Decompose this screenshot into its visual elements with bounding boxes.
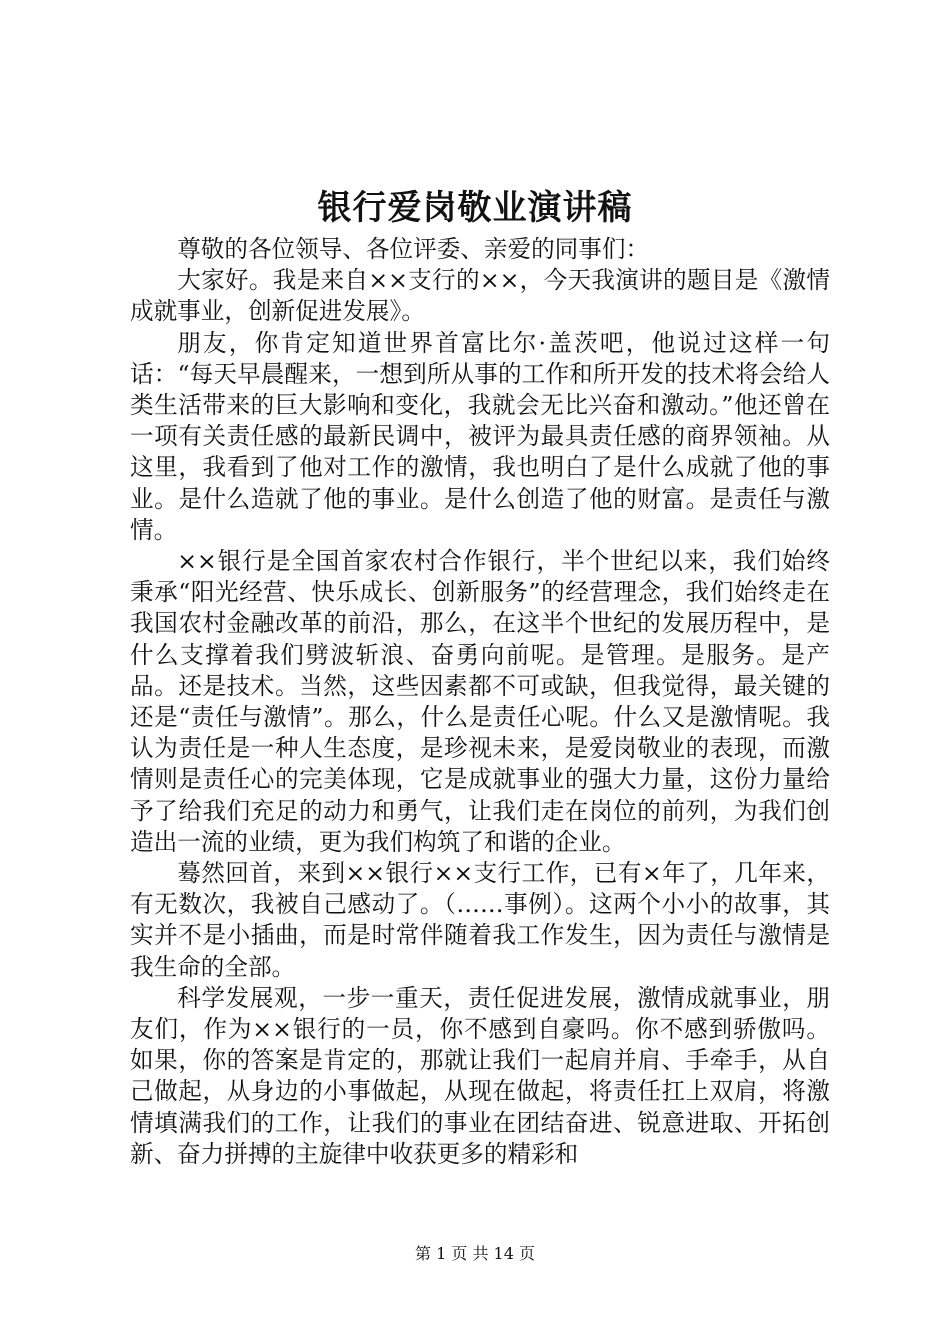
body-paragraph: 朋友，你肯定知道世界首富比尔·盖茨吧，他说过这样一句话：“每天早晨醒来，一想到所从事的工作和所开发的技术将会给人类生活带来的巨大影响和变化，我就会无比兴奋和激动。”他还曾在一项有关责任感的最新民调中，被评为最具责任感的商界领袖。从这里，我看到了他对工作的激情，我也明白了是什么成就了他的事业。是什么造就了他的事业。是什么创造了他的财富。是责任与激情。 <box>130 328 830 544</box>
body-paragraph: ××银行是全国首家农村合作银行，半个世纪以来，我们始终秉承“阳光经营、快乐成长、创新服务”的经营理念，我们始终走在我国农村金融改革的前沿，那么，在这半个世纪的发展历程中，是什么支撑着我们劈波斩浪、奋勇向前呢。是管理。是服务。是产品。还是技术。当然，这些因素都不可或缺，但我觉得，最关键的还是“责任与激情”。那么，什么是责任心呢。什么又是激情呢。我认为责任是一种人生态度，是珍视未来，是爱岗敬业的表现，而激情则是责任心的完美体现，它是成就事业的强大力量，这份力量给予了给我们充足的动力和勇气，让我们走在岗位的前列，为我们创造出一流的业绩，更为我们构筑了和谐的企业。 <box>130 547 830 856</box>
salutation-paragraph: 尊敬的各位领导、各位评委、亲爱的同事们： <box>177 235 650 263</box>
document-title: 银行爱岗敬业演讲稿 <box>317 188 633 228</box>
body-paragraph: 大家好。我是来自××支行的××，今天我演讲的题目是《激情成就事业，创新促进发展》。 <box>130 266 830 326</box>
body-paragraph: 蓦然回首，来到××银行××支行工作，已有×年了，几年来，有无数次，我被自己感动了。（……事例）。这两个小小的故事，其实并不是小插曲，而是时常伴随着我工作发生，因为责任与激情是我生命的全部。 <box>130 859 830 981</box>
page-number-footer: 第 1 页 共 14 页 <box>415 1244 535 1263</box>
body-paragraph: 科学发展观，一步一重天，责任促进发展，激情成就事业，朋友们，作为××银行的一员，你不感到自豪吗。你不感到骄傲吗。如果，你的答案是肯定的，那就让我们一起肩并肩、手牵手，从自己做起，从身边的小事做起，从现在做起，将责任扛上双肩，将激情填满我们的工作，让我们的事业在团结奋进、锐意进取、开拓创新、奋力拼搏的主旋律中收获更多的精彩和 <box>130 983 830 1168</box>
document-body <box>130 234 830 1170</box>
